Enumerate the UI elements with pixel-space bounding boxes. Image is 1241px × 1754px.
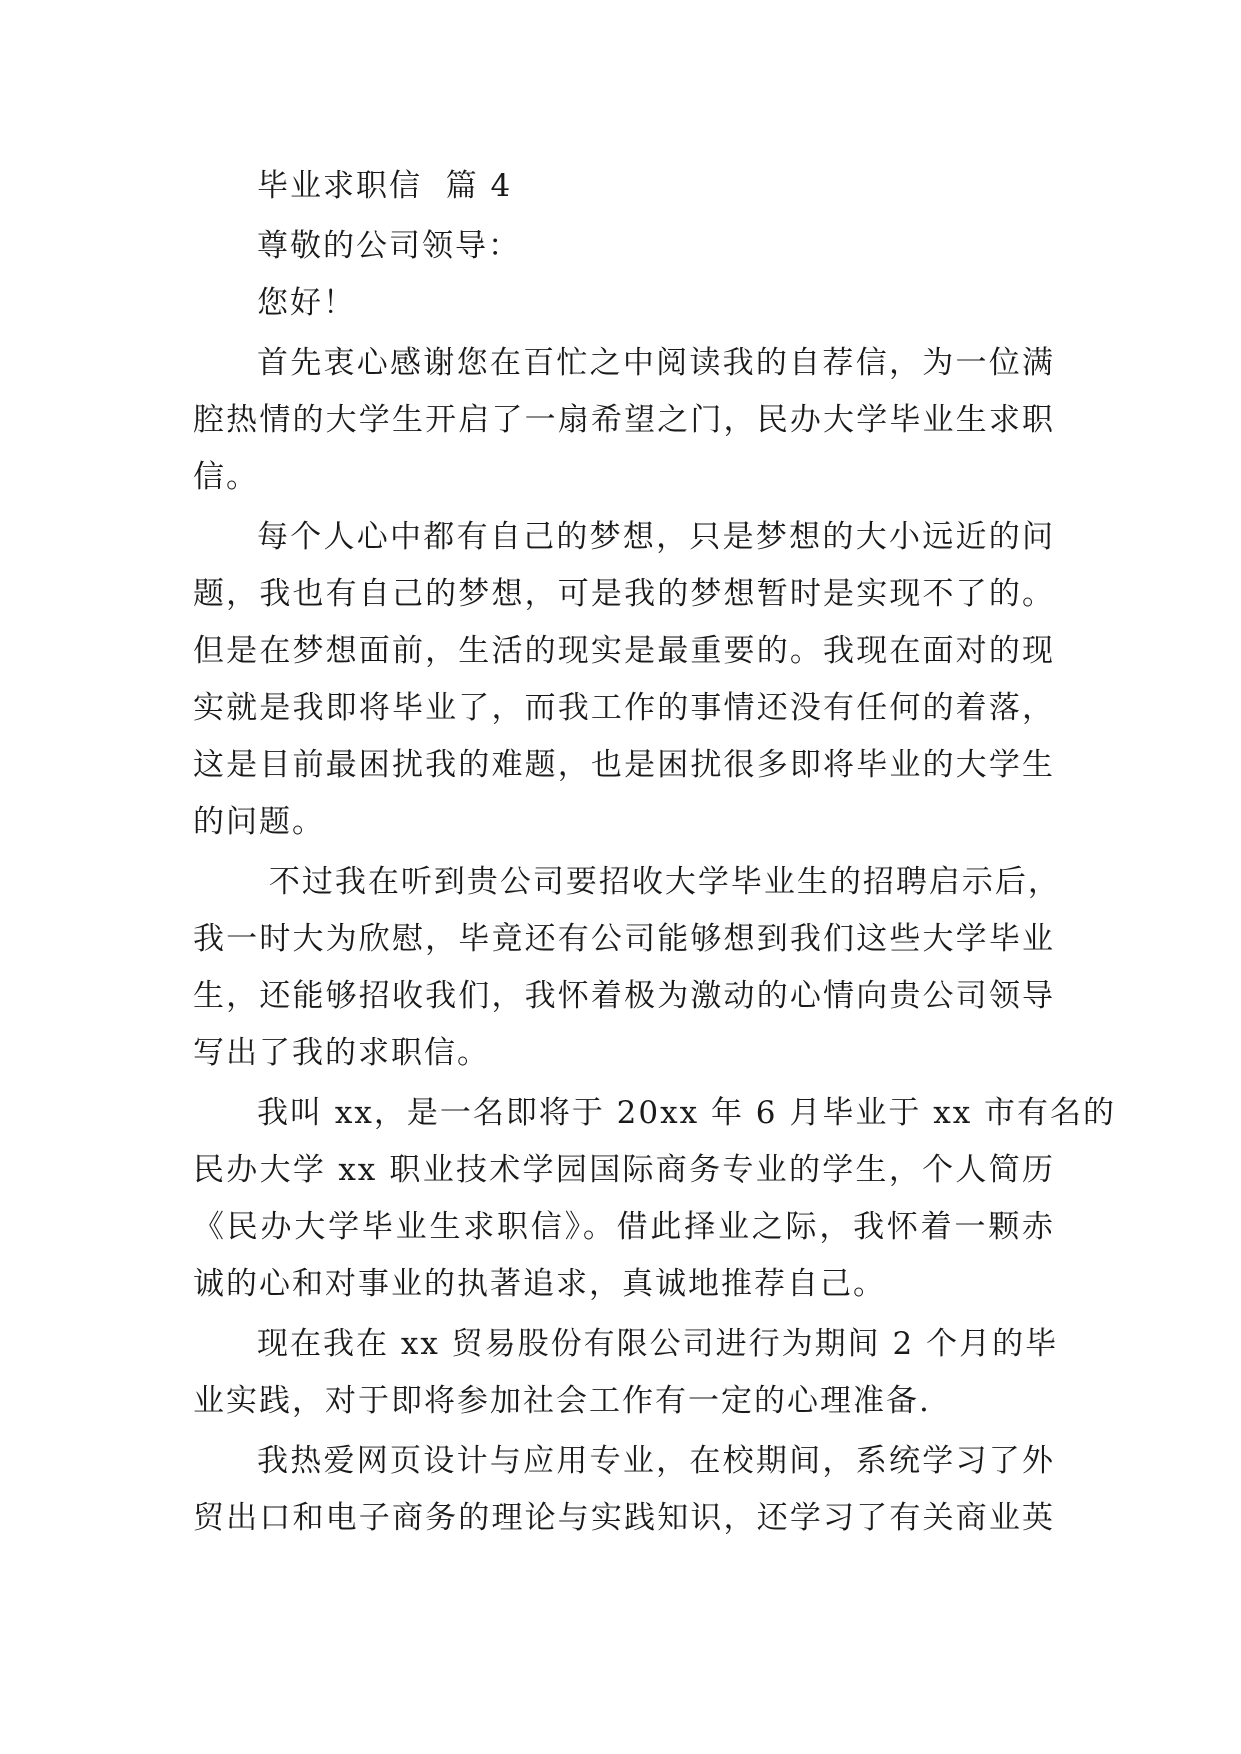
paragraph-line: 我热爱网页设计与应用专业，在校期间，系统学习了外: [257, 1443, 1055, 1479]
paragraph: [193, 1433, 1055, 1547]
paragraph-line: 我叫 xx，是一名即将于 20xx 年 6 月毕业于 xx 市有名的: [257, 1095, 1117, 1131]
letter-body: [193, 158, 1117, 1550]
paragraph-line: 诚的心和对事业的执著追求，真诚地推荐自己。: [193, 1266, 886, 1302]
paragraph-line: 贸出口和电子商务的理论与实践知识，还学习了有关商业英: [193, 1500, 1055, 1536]
paragraph: [193, 1085, 1117, 1313]
paragraph: [193, 335, 1055, 506]
paragraph-line: 写出了我的求职信。: [193, 1035, 490, 1071]
paragraph-line: 《民办大学毕业生求职信》。借此择业之际，我怀着一颗赤: [193, 1209, 1055, 1245]
letter-title: 毕业求职信 篇 4: [257, 168, 513, 204]
paragraph-line: 业实践，对于即将参加社会工作有一定的心理准备.: [193, 1383, 931, 1419]
paragraph-line: 但是在梦想面前，生活的现实是最重要的。我现在面对的现: [193, 633, 1055, 669]
paragraph-line: 腔热情的大学生开启了一扇希望之门，民办大学毕业生求职: [193, 402, 1055, 438]
paragraph-line: 每个人心中都有自己的梦想，只是梦想的大小远近的问: [257, 519, 1055, 555]
greeting: 您好！: [257, 285, 356, 321]
paragraph-line: 首先衷心感谢您在百忙之中阅读我的自荐信，为一位满: [257, 345, 1055, 381]
paragraph-line: 生，还能够招收我们，我怀着极为激动的心情向贵公司领导: [193, 978, 1055, 1014]
paragraph-line: 不过我在听到贵公司要招收大学毕业生的招聘启示后，: [257, 864, 1061, 900]
paragraph-line: 实就是我即将毕业了，而我工作的事情还没有任何的着落，: [193, 690, 1055, 726]
paragraph-line: 题，我也有自己的梦想，可是我的梦想暂时是实现不了的。: [193, 576, 1055, 612]
paragraph-line: 民办大学 xx 职业技术学园国际商务专业的学生，个人简历: [193, 1152, 1055, 1188]
paragraph: [193, 854, 1061, 1082]
paragraph-line: 信。: [193, 459, 259, 495]
salutation: 尊敬的公司领导：: [257, 228, 521, 264]
paragraph: [193, 509, 1055, 851]
paragraph-line: 的问题。: [193, 804, 325, 840]
paragraph-line: 这是目前最困扰我的难题，也是困扰很多即将毕业的大学生: [193, 747, 1055, 783]
paragraph-line: 现在我在 xx 贸易股份有限公司进行为期间 2 个月的毕: [257, 1326, 1059, 1362]
paragraph-line: 我一时大为欣慰，毕竟还有公司能够想到我们这些大学毕业: [193, 921, 1055, 957]
paragraph: [193, 1316, 1059, 1430]
